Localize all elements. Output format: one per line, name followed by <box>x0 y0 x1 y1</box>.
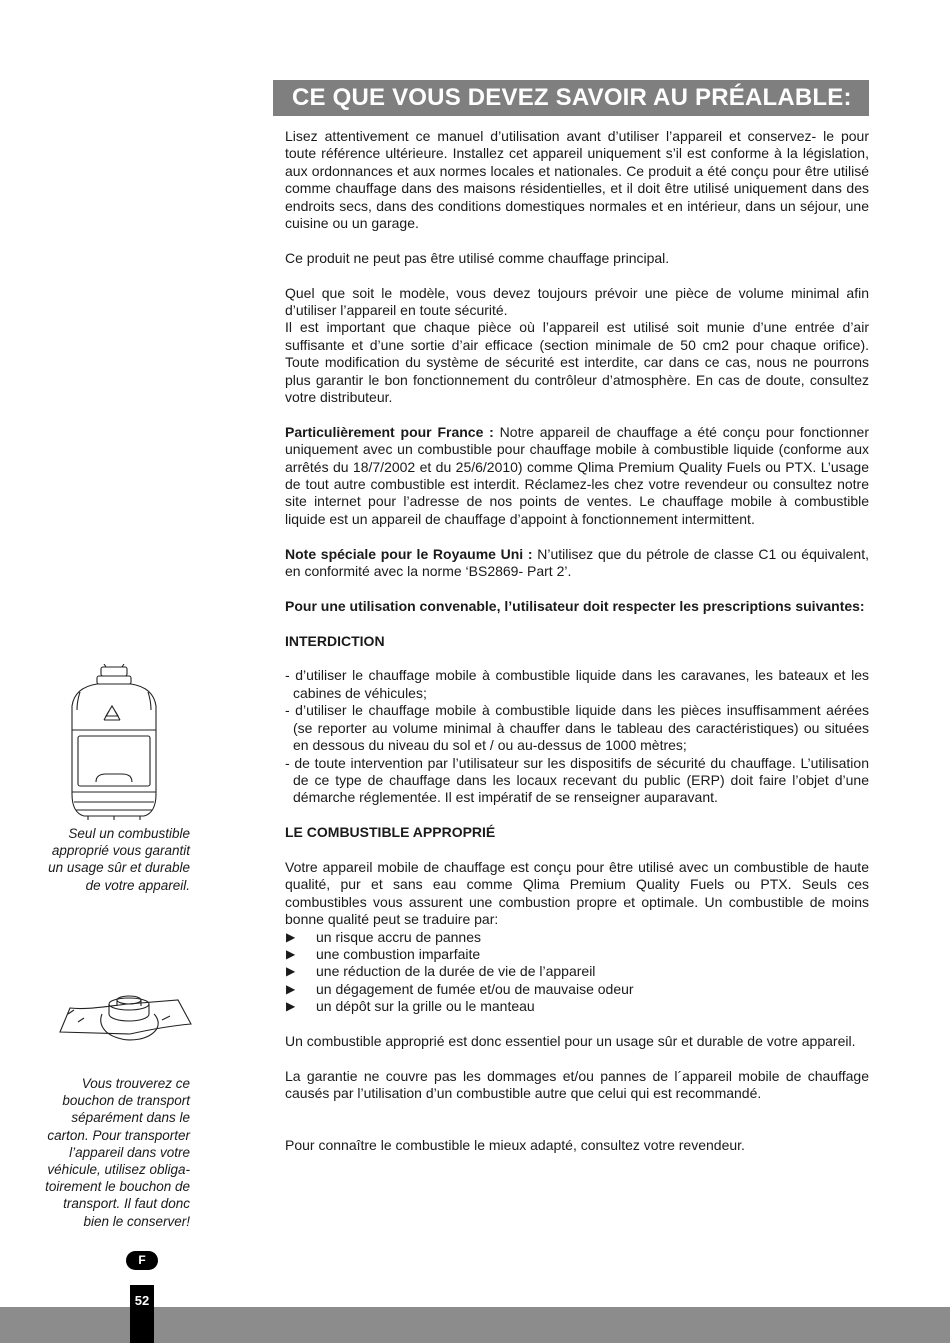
fuel-jerrycan-icon <box>66 664 162 820</box>
arrow-bullet-icon: ▶ <box>286 929 296 944</box>
transport-cap-caption: Vous trouverez ce bouchon de transport séparément dans le carton. Pour transporter l’appareil dans votre véhicule, utilisez obliga-toirement le bouchon de transport. Il faut donc bien le conserver! <box>45 1076 190 1229</box>
arrow-bullet-icon: ▶ <box>286 981 296 996</box>
uk-paragraph <box>285 546 869 581</box>
uk-text: N’utilisez que du pétrole de classe C1 ou équivalent, en conformité avec la norme ‘BS2869- Part 2’. <box>285 545 869 580</box>
page-number: 52 <box>134 1293 150 1308</box>
essential-paragraph: Un combustible approprié est donc essentiel pour un usage sûr et durable de votre appareil. <box>285 1032 856 1049</box>
list-item: ▶ un risque accru de pannes <box>286 928 481 945</box>
usage-heading: Pour une utilisation convenable, l’utilisateur doit respecter les prescriptions suivantes: <box>285 597 865 614</box>
arrow-bullet-icon: ▶ <box>286 946 296 961</box>
intro-paragraph: Lisez attentivement ce manuel d’utilisation avant d’utiliser l’appareil et conservez- le pour toute référence ultérieure. Installez cet appareil uniquement s’il est conforme à la législation, aux ordonnances et aux normes locales et nationales. Ce produit a été conçu pour être utilisé comme chauffage dans des maisons résidentielles, et il doit être utilisé uniquement dans des endroits secs, dans des conditions domestiques normales et en intérieur, dans un séjour, une cuisine ou un garage. <box>285 128 869 232</box>
section-title: CE QUE VOUS DEVEZ SAVOIR AU PRÉALABLE: <box>292 84 852 111</box>
list-item: ▶ une réduction de la durée de vie de l’appareil <box>286 963 596 980</box>
france-label: Particulièrement pour France : <box>285 423 494 440</box>
list-item: ▶ un dépôt sur la grille ou le manteau <box>286 998 535 1015</box>
france-paragraph <box>285 424 869 528</box>
transport-cap-icon <box>58 990 193 1050</box>
room-volume-paragraph: Quel que soit le modèle, vous devez toujours prévoir une pièce de volume minimal afin d’utiliser l’appareil en toute sécurité. <box>285 284 869 319</box>
interdiction-list <box>285 667 869 806</box>
dealer-paragraph: Pour connaître le combustible le mieux adapté, consultez votre revendeur. <box>285 1137 745 1154</box>
risk-list <box>285 929 869 1016</box>
list-item: ▶ un dégagement de fumée et/ou de mauvaise odeur <box>286 980 634 997</box>
combustible-paragraph: Votre appareil mobile de chauffage est conçu pour être utilisé avec un combustible de haute qualité, pur et sans eau comme Qlima Premium Quality Fuels ou PTX. Seuls ces combustibles vous assurent une combustion propre et optimale. Un combustible de moins bonne qualité peut se traduire par: <box>285 858 869 928</box>
combustible-heading: LE COMBUSTIBLE APPROPRIÉ <box>285 824 496 841</box>
list-item: ▶ une combustion imparfaite <box>286 945 481 962</box>
section-header-bar <box>273 80 869 116</box>
list-item: - d’utiliser le chauffage mobile à combustible liquide dans les pièces insuffisamment aérées (se reporter au volume minimal à chauffer dans le tableau des caractéristiques) ou situées en dessous du niveau du sol et / ou au-dessus de 1000 mètres; <box>285 702 869 754</box>
uk-label: Note spéciale pour le Royaume Uni : <box>285 545 533 562</box>
interdiction-heading: INTERDICTION <box>285 632 385 649</box>
arrow-bullet-icon: ▶ <box>286 999 296 1014</box>
main-heating-note: Ce produit ne peut pas être utilisé comme chauffage principal. <box>285 249 670 266</box>
main-text-column <box>285 128 869 1172</box>
language-badge: F <box>126 1251 158 1270</box>
arrow-bullet-icon: ▶ <box>286 964 296 979</box>
fuel-caption: Seul un combustible approprié vous garantit un usage sûr et durable de votre appareil. <box>48 826 190 893</box>
france-text: Notre appareil de chauffage a été conçu pour fonctionner uniquement avec un combustible pour chauffage mobile à combustible liquide (conforme aux arrêtés du 18/7/2002 et du 25/6/2010) comme Qlima Premium Quality Fuels ou PTX. L’usage de tout autre combustible est interdit. Réclamez-les chez votre revendeur ou consultez notre site internet pour l’adresse de nos points de ventes. Le chauffage mobile à combustible liquide est un appareil de chauffage d’appoint à fonctionnement intermittent. <box>285 423 870 527</box>
list-item: - d’utiliser le chauffage mobile à combustible liquide dans les caravanes, les bateaux et les cabines de véhicules; <box>285 667 869 701</box>
ventilation-paragraph: Il est important que chaque pièce où l’appareil est utilisé soit munie d’une entrée d’air suffisante et d’une sortie d’air efficace (section minimale de 50 cm2 pour chaque orifice). Toute modification du système de sécurité est interdite, car dans ce cas, nous ne pourrons plus garantir le bon fonctionnement du contrôleur d’atmosphère. En cas de doute, consultez votre distributeur. <box>285 319 869 406</box>
list-item: - de toute intervention par l’utilisateur sur les dispositifs de sécurité du chauffage. L’utilisation de ce type de chauffage dans les locaux recevant du public (ERP) doit faire l’objet d’une démarche réglementée. Il est impératif de se renseigner auparavant. <box>285 754 869 806</box>
warranty-paragraph: La garantie ne couvre pas les dommages et/ou pannes de l´appareil mobile de chauffage causés par l’utilisation d’un combustible autre que celui qui est recommandé. <box>285 1067 869 1102</box>
